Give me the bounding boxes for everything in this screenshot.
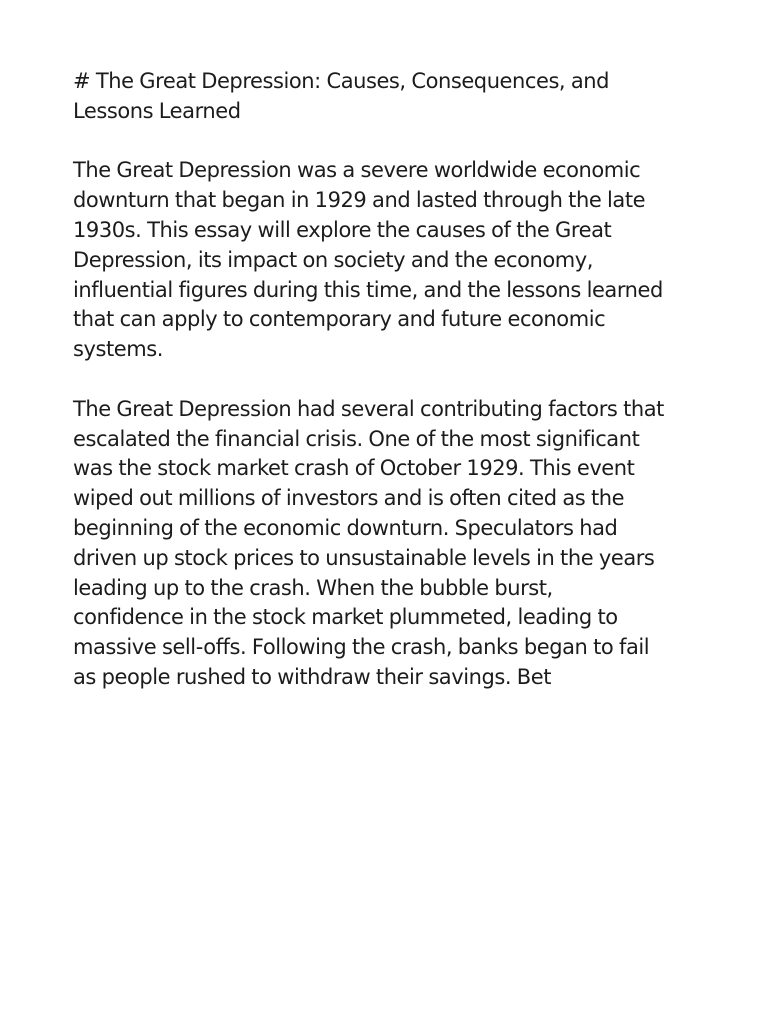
paragraph-line: Depression, its impact on society and the economy,: [73, 247, 593, 272]
paragraph-line: 1930s. This essay will explore the causes of the Great: [73, 217, 612, 242]
paragraph-line: confidence in the stock market plummeted, leading to: [73, 605, 618, 630]
heading-line: Lessons Learned: [73, 98, 241, 123]
paragraph-line: wiped out millions of investors and is often cited as the: [73, 486, 625, 511]
paragraph-line: The Great Depression was a severe worldwide economic: [73, 158, 641, 183]
paragraph-line: escalated the financial crisis. One of the most significant: [73, 426, 640, 451]
heading-line: # The Great Depression: Causes, Consequences, and: [73, 69, 610, 93]
paragraph-line: was the stock market crash of October 1929. This event: [73, 456, 635, 481]
paragraph-line: as people rushed to withdraw their savings. Bet: [73, 664, 551, 689]
paragraph-line: leading up to the crash. When the bubble burst,: [73, 575, 553, 600]
paragraph-line: massive sell-offs. Following the crash, banks began to fail: [73, 635, 650, 660]
paragraph-line: driven up stock prices to unsustainable levels in the years: [73, 545, 655, 570]
paragraph-line: influential figures during this time, and the lessons learned: [73, 277, 663, 302]
paragraph-line: The Great Depression had several contributing factors that: [73, 396, 664, 421]
paragraph-line: beginning of the economic downturn. Speculators had: [73, 515, 618, 540]
paragraph-line: downturn that began in 1929 and lasted through the late: [73, 188, 646, 213]
paragraph-causes: [73, 395, 708, 693]
document-heading: [73, 67, 708, 127]
paragraph-line: systems.: [73, 337, 163, 362]
paragraph-intro: [73, 156, 708, 365]
paragraph-line: that can apply to contemporary and future economic: [73, 307, 606, 332]
